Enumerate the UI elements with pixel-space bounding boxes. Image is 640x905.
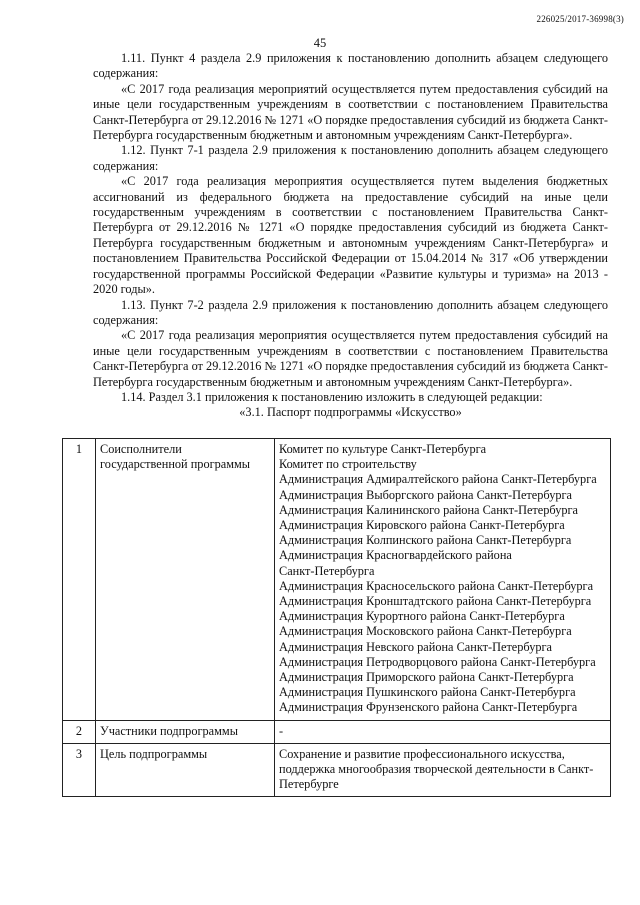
list-item: Администрация Адмиралтейского района Санкт-Петербурга — [279, 472, 597, 487]
paragraph-1-12: 1.12. Пункт 7-1 раздела 2.9 приложения к постановлению дополнить абзацем следующего содержания: — [93, 143, 608, 173]
list-item: Администрация Колпинского района Санкт-Петербурга — [279, 533, 572, 548]
table-row — [63, 439, 611, 721]
row-number: 1 — [63, 439, 96, 721]
row-value: - — [275, 720, 611, 743]
page-number: 45 — [313, 36, 327, 50]
list-item: Санкт-Петербурга — [279, 563, 375, 578]
subprogram-passport-table — [62, 438, 611, 797]
list-item: Администрация Невского района Санкт-Петербурга — [279, 639, 553, 654]
list-item: Администрация Калининского района Санкт-Петербурга — [279, 502, 578, 517]
row-number: 2 — [63, 720, 96, 743]
table-caption: «3.1. Паспорт подпрограммы «Искусство» — [239, 405, 462, 420]
table-row — [63, 743, 611, 797]
row-name: Участники подпрограммы — [96, 720, 275, 743]
paragraph-1-13: 1.13. Пункт 7-2 раздела 2.9 приложения к постановлению дополнить абзацем следующего содержания: — [93, 297, 608, 327]
co-executors-list — [275, 439, 611, 721]
list-item: Администрация Красногвардейского района — [279, 548, 512, 563]
row-name: Соисполнители государственной программы — [96, 439, 275, 721]
list-item: Администрация Кронштадтского района Санкт-Петербурга — [279, 594, 592, 609]
paragraph-1-11: 1.11. Пункт 4 раздела 2.9 приложения к постановлению дополнить абзацем следующего содержания: — [93, 51, 608, 81]
row-name: Цель подпрограммы — [96, 743, 275, 797]
document-id: 226025/2017-36998(3) — [536, 14, 624, 24]
list-item: Комитет по культуре Санкт-Петербурга — [279, 442, 487, 456]
list-item: Администрация Московского района Санкт-Петербурга — [279, 624, 572, 639]
document-body — [93, 51, 608, 421]
paragraph-1-13-text: «С 2017 года реализация мероприятия осуществляется путем предоставления субсидий на иные цели государственным учреждениям в соответствии с постановлением Правительства Санкт-Петербурга от 29.12.2016 № 1271 «О порядке предоставления субсидий из бюджета Санкт-Петербурга государственным бюджетным и автономным учреждениям Санкт-Петербурга». — [93, 328, 608, 389]
list-item: Администрация Кировского района Санкт-Петербурга — [279, 518, 565, 533]
list-item: Администрация Курортного района Санкт-Петербурга — [279, 609, 565, 624]
list-item: Администрация Пушкинского района Санкт-Петербурга — [279, 685, 576, 700]
list-item: Администрация Красносельского района Санкт-Петербурга — [279, 578, 594, 593]
paragraph-1-14: 1.14. Раздел 3.1 приложения к постановлению изложить в следующей редакции: — [121, 389, 543, 404]
list-item: Администрация Фрунзенского района Санкт-Петербурга — [279, 700, 578, 715]
row-number: 3 — [63, 743, 96, 797]
list-item: Администрация Выборгского района Санкт-Петербурга — [279, 487, 572, 502]
table-row — [63, 720, 611, 743]
list-item: Администрация Приморского района Санкт-Петербурга — [279, 670, 574, 685]
row-value: Сохранение и развитие профессионального искусства, поддержка многообразия творческой деятельности в Санкт-Петербурге — [275, 743, 611, 797]
list-item: Комитет по строительству — [279, 457, 417, 472]
list-item: Администрация Петродворцового района Санкт-Петербурга — [279, 654, 596, 669]
paragraph-1-11-text: «С 2017 года реализация мероприятий осуществляется путем предоставления субсидий на иные цели государственным учреждениям в соответствии с постановлением Правительства Санкт-Петербурга от 29.12.2016 № 1271 «О порядке предоставления субсидий из бюджета Санкт-Петербурга государственным бюджетным и автономным учреждениям Санкт-Петербурга». — [93, 81, 608, 143]
paragraph-1-12-text: «С 2017 года реализация мероприятия осуществляется путем выделения бюджетных ассигнований из федерального бюджета на предоставление субсидий на иные цели государственным учреждениям в соответствии с постановлением Правительства Санкт-Петербурга от 29.12.2016 № 1271 «О порядке предоставления субсидий из бюджета Санкт-Петербурга государственным бюджетным и автономным учреждениям Санкт-Петербурга» и постановлением Правительства Российской Федерации от 15.04.2014 № 317 «Об утверждении государственной программы Российской Федерации «Развитие культуры и туризма» на 2013 - 2020 годы». — [93, 174, 608, 297]
